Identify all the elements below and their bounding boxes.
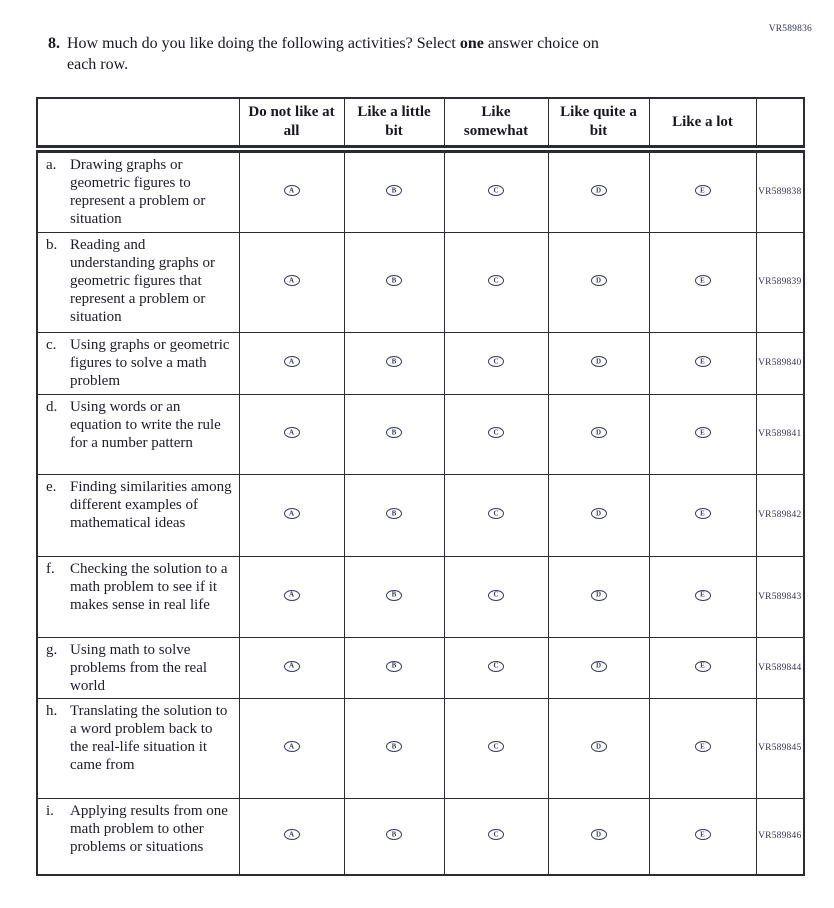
row-label: Finding similarities among different examples of mathematical ideas bbox=[70, 478, 232, 531]
answer-cell-i-B[interactable] bbox=[344, 798, 444, 875]
answer-bubble-f-E[interactable]: E bbox=[695, 590, 711, 601]
answer-bubble-e-C[interactable]: C bbox=[488, 508, 504, 519]
table-body bbox=[37, 149, 804, 875]
row-code: VR589840 bbox=[756, 332, 804, 394]
activity-cell bbox=[37, 556, 239, 637]
answer-cell-c-D[interactable] bbox=[548, 332, 649, 394]
activity-cell bbox=[37, 698, 239, 798]
activities-rating-table bbox=[36, 97, 805, 876]
row-code: VR589845 bbox=[756, 698, 804, 798]
answer-bubble-i-B[interactable]: B bbox=[386, 829, 402, 840]
answer-cell-e-D[interactable] bbox=[548, 474, 649, 556]
answer-bubble-c-E[interactable]: E bbox=[695, 356, 711, 367]
row-code: VR589838 bbox=[756, 149, 804, 232]
answer-cell-c-E[interactable] bbox=[649, 332, 756, 394]
answer-bubble-e-D[interactable]: D bbox=[591, 508, 607, 519]
table-row-c bbox=[37, 332, 804, 394]
answer-cell-f-A[interactable] bbox=[239, 556, 344, 637]
answer-cell-a-A[interactable] bbox=[239, 149, 344, 232]
row-letter: e. bbox=[46, 478, 57, 495]
answer-bubble-c-D[interactable]: D bbox=[591, 356, 607, 367]
answer-bubble-a-A[interactable]: A bbox=[284, 185, 300, 196]
row-code: VR589844 bbox=[756, 637, 804, 698]
question-line1-pre: How much do you like doing the following activities? Select bbox=[67, 35, 460, 52]
answer-bubble-i-A[interactable]: A bbox=[284, 829, 300, 840]
page-code: VR589836 bbox=[768, 24, 812, 34]
question-number: 8. bbox=[48, 35, 60, 52]
activity-cell bbox=[37, 474, 239, 556]
header-stub-cell bbox=[37, 98, 239, 149]
answer-cell-h-C[interactable] bbox=[444, 698, 548, 798]
header-row bbox=[37, 98, 804, 149]
answer-cell-a-D[interactable] bbox=[548, 149, 649, 232]
activity-text-wrap bbox=[38, 153, 239, 231]
answer-bubble-a-B[interactable]: B bbox=[386, 185, 402, 196]
row-label: Drawing graphs or geometric figures to represent a problem or situation bbox=[70, 157, 206, 227]
answer-cell-g-A[interactable] bbox=[239, 637, 344, 698]
table-row-i bbox=[37, 798, 804, 875]
table-row-g bbox=[37, 637, 804, 698]
answer-cell-c-A[interactable] bbox=[239, 332, 344, 394]
answer-bubble-b-D[interactable]: D bbox=[591, 275, 607, 286]
answer-bubble-a-D[interactable]: D bbox=[591, 185, 607, 196]
answer-bubble-f-D[interactable]: D bbox=[591, 590, 607, 601]
answer-cell-f-E[interactable] bbox=[649, 556, 756, 637]
row-letter: b. bbox=[46, 236, 58, 253]
answer-cell-a-E[interactable] bbox=[649, 149, 756, 232]
answer-bubble-b-A[interactable]: A bbox=[284, 275, 300, 286]
table-row-h bbox=[37, 698, 804, 798]
header-like-quite-a-bit: Like quite a bit bbox=[548, 98, 649, 149]
answer-cell-i-D[interactable] bbox=[548, 798, 649, 875]
row-letter: i. bbox=[46, 802, 54, 819]
row-code: VR589841 bbox=[756, 394, 804, 474]
answer-bubble-a-C[interactable]: C bbox=[488, 185, 504, 196]
answer-bubble-i-E[interactable]: E bbox=[695, 829, 711, 840]
answer-cell-a-B[interactable] bbox=[344, 149, 444, 232]
row-label: Translating the solution to a word problem back to the real-life situation it came from bbox=[70, 702, 228, 773]
answer-cell-a-C[interactable] bbox=[444, 149, 548, 232]
answer-bubble-f-A[interactable]: A bbox=[284, 590, 300, 601]
answer-cell-e-A[interactable] bbox=[239, 474, 344, 556]
answer-bubble-b-E[interactable]: E bbox=[695, 275, 711, 286]
answer-cell-d-C[interactable] bbox=[444, 394, 548, 474]
activity-text-wrap bbox=[38, 395, 239, 455]
activity-cell bbox=[37, 332, 239, 394]
header-do-not-like-at-all: Do not like at all bbox=[239, 98, 344, 149]
answer-bubble-b-B[interactable]: B bbox=[386, 275, 402, 286]
row-letter: d. bbox=[46, 398, 58, 415]
answer-cell-i-A[interactable] bbox=[239, 798, 344, 875]
answer-cell-h-D[interactable] bbox=[548, 698, 649, 798]
answer-bubble-c-C[interactable]: C bbox=[488, 356, 504, 367]
answer-cell-b-A[interactable] bbox=[239, 232, 344, 332]
answer-bubble-f-C[interactable]: C bbox=[488, 590, 504, 601]
row-letter: f. bbox=[46, 560, 55, 577]
answer-bubble-d-A[interactable]: A bbox=[284, 427, 300, 438]
activity-text-wrap bbox=[38, 557, 239, 617]
table-row-b bbox=[37, 232, 804, 332]
row-letter: g. bbox=[46, 641, 58, 658]
table-row-e bbox=[37, 474, 804, 556]
activity-text-wrap bbox=[38, 799, 239, 859]
answer-bubble-g-E[interactable]: E bbox=[695, 661, 711, 672]
answer-cell-e-B[interactable] bbox=[344, 474, 444, 556]
row-code: VR589843 bbox=[756, 556, 804, 637]
activity-cell bbox=[37, 798, 239, 875]
answer-bubble-h-D[interactable]: D bbox=[591, 741, 607, 752]
answer-cell-g-E[interactable] bbox=[649, 637, 756, 698]
answer-cell-c-C[interactable] bbox=[444, 332, 548, 394]
activity-text-wrap bbox=[38, 475, 239, 535]
row-label: Using math to solve problems from the real world bbox=[70, 641, 208, 694]
answer-cell-d-D[interactable] bbox=[548, 394, 649, 474]
answer-cell-b-D[interactable] bbox=[548, 232, 649, 332]
activity-text-wrap bbox=[38, 638, 239, 698]
answer-bubble-g-C[interactable]: C bbox=[488, 661, 504, 672]
row-letter: a. bbox=[46, 157, 57, 173]
row-code: VR589842 bbox=[756, 474, 804, 556]
header-code-cell bbox=[756, 98, 804, 149]
activity-text-wrap bbox=[38, 233, 239, 329]
question-line2: each row. bbox=[67, 56, 129, 73]
answer-cell-i-E[interactable] bbox=[649, 798, 756, 875]
question-8 bbox=[48, 33, 728, 75]
answer-bubble-a-E[interactable]: E bbox=[695, 185, 711, 196]
answer-bubble-d-B[interactable]: B bbox=[386, 427, 402, 438]
answer-cell-g-D[interactable] bbox=[548, 637, 649, 698]
activity-cell bbox=[37, 232, 239, 332]
answer-bubble-g-D[interactable]: D bbox=[591, 661, 607, 672]
answer-cell-i-C[interactable] bbox=[444, 798, 548, 875]
row-label: Using words or an equation to write the rule for a number pattern bbox=[70, 398, 221, 451]
row-code: VR589839 bbox=[756, 232, 804, 332]
row-label: Reading and understanding graphs or geometric figures that represent a problem or situation bbox=[70, 236, 215, 325]
answer-cell-g-C[interactable] bbox=[444, 637, 548, 698]
header-like-a-lot: Like a lot bbox=[649, 98, 756, 149]
question-text bbox=[67, 33, 599, 75]
row-label: Using graphs or geometric figures to solve a math problem bbox=[70, 336, 230, 389]
answer-bubble-d-C[interactable]: C bbox=[488, 427, 504, 438]
activity-text-wrap bbox=[38, 699, 239, 777]
answer-cell-b-B[interactable] bbox=[344, 232, 444, 332]
answer-bubble-h-E[interactable]: E bbox=[695, 741, 711, 752]
table-row-a bbox=[37, 149, 804, 232]
answer-bubble-c-A[interactable]: A bbox=[284, 356, 300, 367]
activity-cell bbox=[37, 637, 239, 698]
answer-cell-d-B[interactable] bbox=[344, 394, 444, 474]
answer-cell-h-B[interactable] bbox=[344, 698, 444, 798]
answer-bubble-h-B[interactable]: B bbox=[386, 741, 402, 752]
header-like-a-little-bit: Like a little bit bbox=[344, 98, 444, 149]
answer-cell-e-E[interactable] bbox=[649, 474, 756, 556]
activity-text-wrap bbox=[38, 333, 239, 393]
answer-bubble-i-C[interactable]: C bbox=[488, 829, 504, 840]
answer-cell-f-C[interactable] bbox=[444, 556, 548, 637]
answer-cell-g-B[interactable] bbox=[344, 637, 444, 698]
answer-bubble-i-D[interactable]: D bbox=[591, 829, 607, 840]
answer-cell-b-C[interactable] bbox=[444, 232, 548, 332]
answer-cell-f-B[interactable] bbox=[344, 556, 444, 637]
answer-cell-f-D[interactable] bbox=[548, 556, 649, 637]
answer-cell-e-C[interactable] bbox=[444, 474, 548, 556]
answer-cell-c-B[interactable] bbox=[344, 332, 444, 394]
row-label: Applying results from one math problem to other problems or situations bbox=[70, 802, 228, 855]
answer-bubble-g-B[interactable]: B bbox=[386, 661, 402, 672]
answer-bubble-g-A[interactable]: A bbox=[284, 661, 300, 672]
answer-bubble-c-B[interactable]: B bbox=[386, 356, 402, 367]
activity-cell bbox=[37, 149, 239, 232]
answer-cell-d-E[interactable] bbox=[649, 394, 756, 474]
answer-bubble-e-B[interactable]: B bbox=[386, 508, 402, 519]
table-row-d bbox=[37, 394, 804, 474]
row-label: Checking the solution to a math problem to see if it makes sense in real life bbox=[70, 560, 228, 613]
answer-bubble-h-A[interactable]: A bbox=[284, 741, 300, 752]
table-row-f bbox=[37, 556, 804, 637]
answer-bubble-e-A[interactable]: A bbox=[284, 508, 300, 519]
answer-cell-d-A[interactable] bbox=[239, 394, 344, 474]
answer-cell-b-E[interactable] bbox=[649, 232, 756, 332]
row-letter: h. bbox=[46, 702, 58, 719]
answer-bubble-f-B[interactable]: B bbox=[386, 590, 402, 601]
row-code: VR589846 bbox=[756, 798, 804, 875]
header-like-somewhat: Like somewhat bbox=[444, 98, 548, 149]
question-line1-post: answer choice on bbox=[483, 35, 599, 52]
answer-cell-h-E[interactable] bbox=[649, 698, 756, 798]
row-letter: c. bbox=[46, 336, 57, 353]
activity-cell bbox=[37, 394, 239, 474]
question-bold-word: one bbox=[459, 35, 484, 52]
answer-bubble-h-C[interactable]: C bbox=[488, 741, 504, 752]
answer-bubble-d-D[interactable]: D bbox=[591, 427, 607, 438]
answer-bubble-e-E[interactable]: E bbox=[695, 508, 711, 519]
answer-bubble-d-E[interactable]: E bbox=[695, 427, 711, 438]
answer-cell-h-A[interactable] bbox=[239, 698, 344, 798]
answer-bubble-b-C[interactable]: C bbox=[488, 275, 504, 286]
